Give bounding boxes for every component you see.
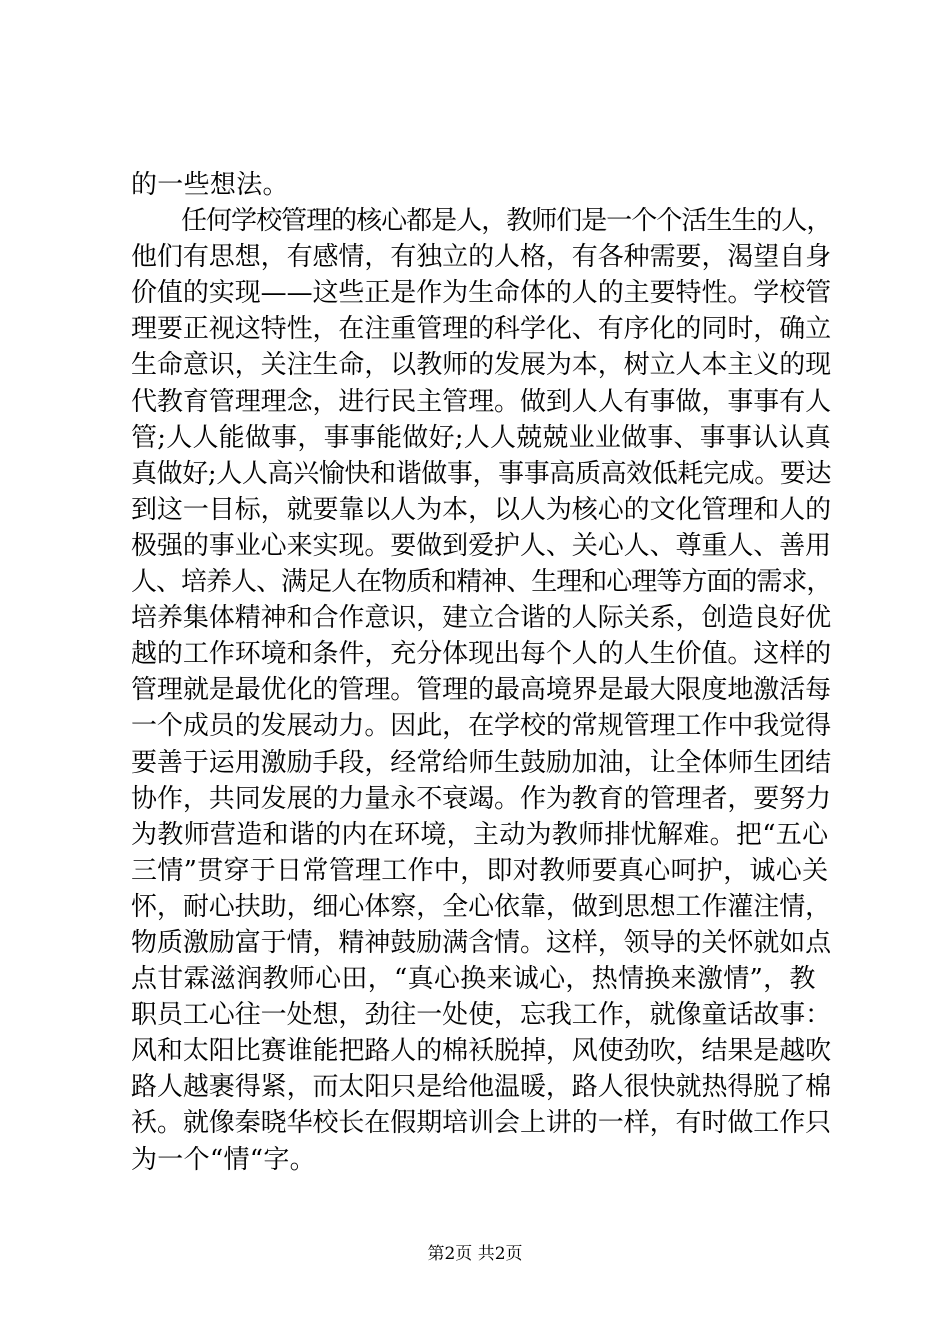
text-line: 人、培养人、满足人在物质和精神、生理和心理等方面的需求， [131, 567, 832, 598]
text-line: 为一个“情“字。 [131, 1144, 316, 1175]
text-line: 他们有思想，有感情，有独立的人格，有各种需要，渴望自身 [131, 242, 832, 273]
text-line: 真做好;人人高兴愉快和谐做事，事事高质高效低耗完成。要达 [131, 458, 832, 489]
text-line: 怀，耐心扶助，细心体察，全心依靠，做到思想工作灌注情， [131, 891, 832, 922]
text-line: 越的工作环境和条件，充分体现出每个人的人生价值。这样的 [131, 639, 832, 670]
text-line: 协作，共同发展的力量永不衰竭。作为教育的管理者，要努力 [131, 783, 832, 814]
text-line: 培养集体精神和合作意识，建立合谐的人际关系，创造良好优 [131, 603, 832, 634]
text-line: 管理就是最优化的管理。管理的最高境界是最大限度地激活每 [131, 675, 832, 706]
body-text [131, 167, 831, 1178]
text-line: 价值的实现——这些正是作为生命体的人的主要特性。学校管 [131, 278, 832, 309]
text-line: 物质激励富于情，精神鼓励满含情。这样，领导的关怀就如点 [131, 927, 832, 958]
text-line: 的一些想法。 [131, 170, 289, 200]
text-line: 代教育管理理念，进行民主管理。做到人人有事做，事事有人 [131, 386, 832, 417]
text-line: 要善于运用激励手段，经常给师生鼓励加油，让全体师生团结 [131, 747, 832, 778]
text-line: 极强的事业心来实现。要做到爱护人、关心人、尊重人、善用 [131, 530, 832, 561]
text-line: 任何学校管理的核心都是人，教师们是一个个活生生的人， [131, 206, 832, 237]
text-line: 职员工心往一处想，劲往一处使，忘我工作，就像童话故事： [131, 1000, 832, 1031]
page-footer [0, 1242, 950, 1266]
text-line: 为教师营造和谐的内在环境，主动为教师排忧解难。把“五心 [131, 819, 829, 850]
text-line: 袄。就像秦晓华校长在假期培训会上讲的一样，有时做工作只 [131, 1108, 832, 1139]
text-line: 生命意识，关注生命，以教师的发展为本，树立人本主义的现 [131, 350, 832, 381]
text-line: 理要正视这特性，在注重管理的科学化、有序化的同时，确立 [131, 314, 832, 345]
text-line: 三情”贯穿于日常管理工作中，即对教师要真心呵护，诚心关 [131, 855, 829, 886]
text-line: 一个成员的发展动力。因此，在学校的常规管理工作中我觉得 [131, 711, 832, 742]
page-number: 第2页 共2页 [427, 1244, 523, 1264]
text-line: 风和太阳比赛谁能把路人的棉袄脱掉，风使劲吹，结果是越吹 [131, 1036, 832, 1067]
text-line: 管;人人能做事，事事能做好;人人兢兢业业做事、事事认认真 [131, 422, 831, 453]
text-line: 路人越裹得紧，而太阳只是给他温暖，路人很快就热得脱了棉 [131, 1072, 832, 1103]
text-line: 点甘霖滋润教师心田，“真心换来诚心，热情换来激情”，教 [131, 964, 816, 995]
text-line: 到这一目标，就要靠以人为本，以人为核心的文化管理和人的 [131, 494, 832, 525]
